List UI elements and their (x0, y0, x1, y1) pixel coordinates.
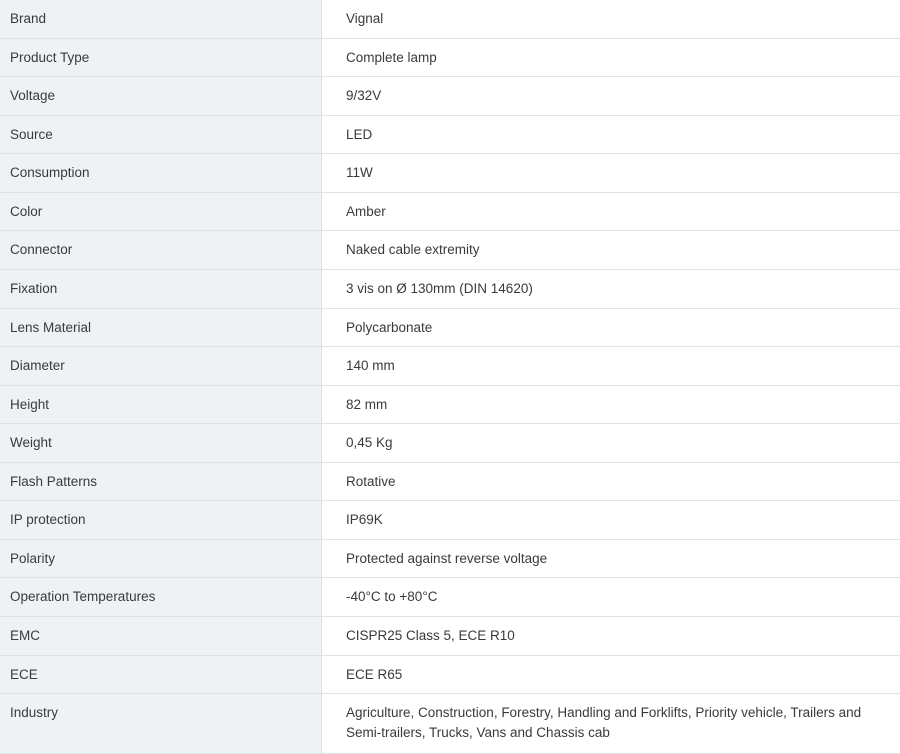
table-row (0, 0, 900, 38)
spec-label: Fixation (0, 269, 322, 308)
table-row (0, 192, 900, 231)
table-row (0, 655, 900, 694)
spec-label: IP protection (0, 501, 322, 540)
spec-label: Industry (0, 694, 322, 754)
table-row (0, 462, 900, 501)
spec-value: Agriculture, Construction, Forestry, Handling and Forklifts, Priority vehicle, Trailers and Semi-trailers, Trucks, Vans and Chassis cab (322, 694, 900, 754)
spec-label: Brand (0, 0, 322, 38)
spec-label: Diameter (0, 347, 322, 386)
spec-label: Consumption (0, 154, 322, 193)
table-row (0, 578, 900, 617)
table-row (0, 694, 900, 754)
table-row (0, 385, 900, 424)
spec-label: Product Type (0, 38, 322, 77)
spec-label: Source (0, 115, 322, 154)
spec-label: Connector (0, 231, 322, 270)
spec-label: Color (0, 192, 322, 231)
spec-value: IP69K (322, 501, 900, 540)
table-row (0, 347, 900, 386)
spec-label: Polarity (0, 539, 322, 578)
spec-value: 0,45 Kg (322, 424, 900, 463)
spec-label: Weight (0, 424, 322, 463)
spec-value: Vignal (322, 0, 900, 38)
spec-value: Polycarbonate (322, 308, 900, 347)
spec-label: Voltage (0, 77, 322, 116)
spec-value: 11W (322, 154, 900, 193)
table-row (0, 269, 900, 308)
table-row (0, 617, 900, 656)
spec-value: 140 mm (322, 347, 900, 386)
table-row (0, 231, 900, 270)
spec-value: Naked cable extremity (322, 231, 900, 270)
spec-value: Protected against reverse voltage (322, 539, 900, 578)
spec-label: Height (0, 385, 322, 424)
table-row (0, 115, 900, 154)
spec-label: EMC (0, 617, 322, 656)
spec-label: Operation Temperatures (0, 578, 322, 617)
spec-value: -40°C to +80°C (322, 578, 900, 617)
spec-value: ECE R65 (322, 655, 900, 694)
table-row (0, 308, 900, 347)
spec-label: Flash Patterns (0, 462, 322, 501)
spec-value: 9/32V (322, 77, 900, 116)
table-row (0, 539, 900, 578)
table-row (0, 501, 900, 540)
spec-label: Lens Material (0, 308, 322, 347)
table-row (0, 38, 900, 77)
table-row (0, 424, 900, 463)
spec-value: LED (322, 115, 900, 154)
table-row (0, 154, 900, 193)
spec-value: Complete lamp (322, 38, 900, 77)
table-row (0, 77, 900, 116)
spec-value: 82 mm (322, 385, 900, 424)
spec-value: Rotative (322, 462, 900, 501)
spec-value: Amber (322, 192, 900, 231)
spec-value: CISPR25 Class 5, ECE R10 (322, 617, 900, 656)
spec-value: 3 vis on Ø 130mm (DIN 14620) (322, 269, 900, 308)
spec-label: ECE (0, 655, 322, 694)
